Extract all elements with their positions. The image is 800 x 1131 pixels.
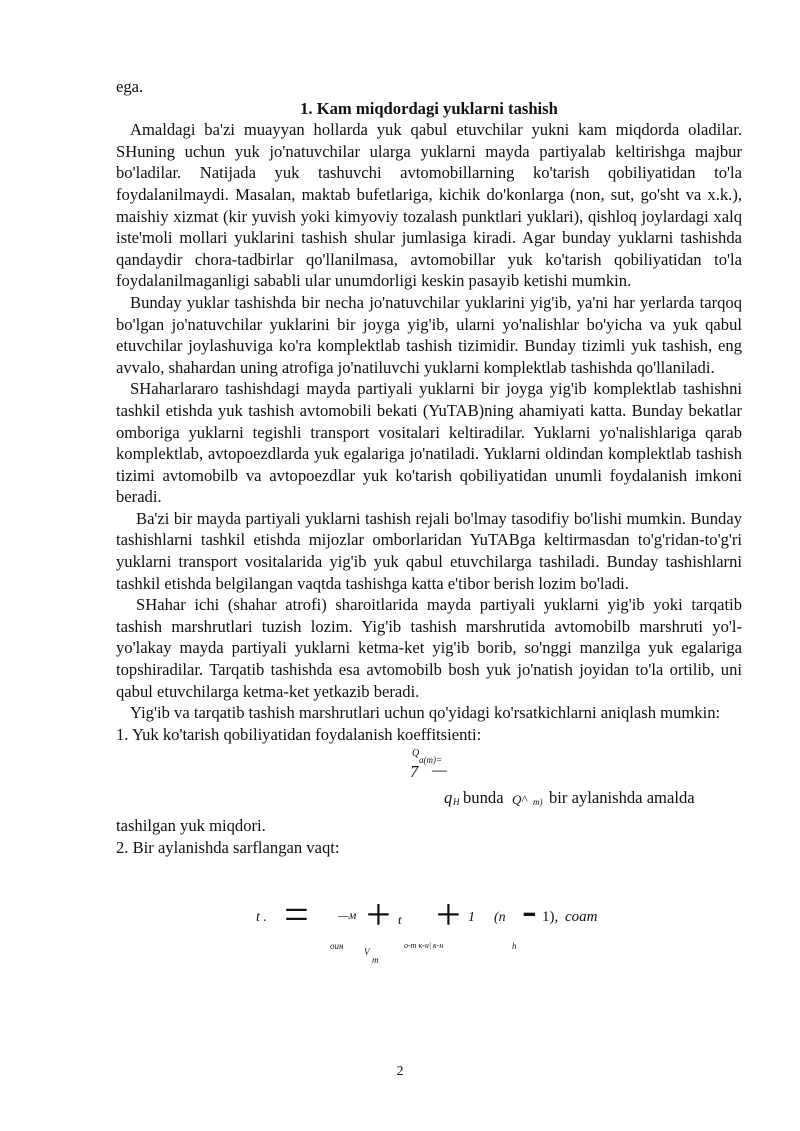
section-heading: 1. Kam miqdordagi yuklarni tashish xyxy=(300,98,558,118)
formula1-q-sub: a(m)= xyxy=(419,755,443,766)
document-page xyxy=(116,76,742,975)
paragraph-1: Amaldagi ba'zi muayyan hollarda yuk qabul etuvchilar yukni kam miqdorda oladilar. SHuning uchun yuk jo'natuvchilar ularga yuklarni mayda partiyalab keltirishga majbur bo'ladilar. Natijada yuk tashuvchi avtomobillarning ko'tarish qobiliyatidan to'la foydalanilmaydi. Masalan, maktab bufetlariga, kichik do'konlarga (non, sut, go'sht va x.k.), maishiy xizmat (kir yuvish yoki kimyoviy tozalash punktlari yuklari), qishloq joylardagi xalq iste'moli mollari yuklarini tashish shular jumlasiga kiradi. Agar bunday yuklarni tashishda qandaydir chora-tadbirlar qo'llanilmasa, avtomobillar yuk ko'tarish qobiliyatidan to'la foydalanilmaganligi sababli ular unumdorligi keskin pasayib ketishi mumkin. xyxy=(116,120,742,291)
list-item-2: 2. Bir aylanishda sarflangan vaqt: xyxy=(116,838,340,857)
formula2-plus-1: + xyxy=(366,889,391,939)
formula2-minus: - xyxy=(522,885,537,935)
formula2-one: 1 xyxy=(468,909,475,925)
paragraph-4: Ba'zi bir mayda partiyali yuklarni tashish rejali bo'lmay tasodifiy bo'lishi mumkin. Bunday tashishlarni tashkil etishda mijozlar omborlaridan YuTABga keltirmasdan to'g'ridan-to'g'ri yuklarni transport vositalarida yig'ib yuk qabul etuvchilarga tashiladi. Bunday tashishlarni tashkil etishda belgilangan vaqtda tashishga katta e'tibor berish lozim bo'ladi. xyxy=(116,508,742,593)
formula1-dash: — xyxy=(432,760,447,780)
formula1-q: Q xyxy=(412,748,420,760)
paragraph-5: SHahar ichi (shahar atrofi) sharoitlarida mayda partiyali yuklarni yig'ib yoki tarqatib tashish marshrutlari tuzish lozim. Yig'ib tashish marshrutida avtomobilb marshruti yo'l-yo'lakay mayda partiyali yuklarni ketma-ket yig'ib borib, so'nggi manzilga yuk egalariga topshiradilar. Tarqatib tashishda esa avtomobilb bosh yuk jo'natish joyidan to'la ortilib, uni qabul etuvchilarga ketma-ket yetkazib beradi. xyxy=(116,595,742,701)
formula1-bunda: bunda xyxy=(463,788,504,808)
formula1-q-symbol: Q^ xyxy=(512,792,527,808)
formula2-coam: coam xyxy=(565,908,598,925)
paragraph-3: SHaharlararo tashishdagi mayda partiyali yuklarni bir joyga yig'ib komplektlab tashishni tashkil etishda yuk tashish avtomobili bekati (YuTAB)ning ahamiyati katta. Bunday bekatlar omboriga yuklarni tegishli transport vositalari keltiradilar. Yuklarni yo'nalishlariga qarab komplektlab, avtopoezdlarda yuk egalariga jo'natiladi. Yuklarni oldindan komplektlab tashish tizimi avtomobilb va avtopoezdlar yuk ko'tarish qobiliyatidan unumli foydalanish imkoni beradi. xyxy=(116,379,742,507)
formula1-qh: q xyxy=(444,788,453,808)
formula2-sub-h: h xyxy=(512,940,517,951)
formula2-tail: 1), xyxy=(542,908,559,925)
paragraph-6: Yig'ib va tarqatib tashish marshrutlari uchun qo'yidagi ko'rsatkichlarni aniqlash mumkin: xyxy=(130,703,721,723)
list-item-1: 1. Yuk ko'tarish qobiliyatidan foydalanish koeffitsienti: xyxy=(116,724,482,744)
formula1-q-symbol-sub: m) xyxy=(533,797,543,808)
formula2-n: (n xyxy=(494,909,506,925)
formula2-equals: = xyxy=(284,889,309,939)
after-formula-1: tashilgan yuk miqdori. xyxy=(116,816,266,836)
formula2-sub-ke: o-m к-н| к-н xyxy=(404,940,444,950)
formula1-qh-sub: H xyxy=(453,797,460,808)
formula-trip-time xyxy=(116,859,742,975)
formula-load-coefficient xyxy=(116,745,742,815)
formula2-t: t . xyxy=(256,909,267,925)
formula2-sub-m: m xyxy=(372,954,379,965)
formula1-gamma: 7 xyxy=(410,762,419,782)
formula1-trail: bir aylanishda amalda xyxy=(549,788,695,808)
intro-fragment: ega. xyxy=(116,77,144,96)
paragraph-2: Bunday yuklar tashishda bir necha jo'natuvchilar yuklarini yig'ib, ya'ni har yerlarda tarqoq bo'lgan jo'natuvchilar yuklarini bir joyga yig'ib, ularni yo'nalishlar bo'yicha va yuk qabul etuvchilar joylashuviga ko'ra komplektlab tashish tizimidir. Bunday tizimli yuk tashish, eng avvalo, shahardan uning atrofiga jo'natiluvchi yuklarni komplektlab tashishda qo'llaniladi. xyxy=(116,292,742,377)
formula2-sub-v: V xyxy=(364,946,370,957)
formula2-t2: t xyxy=(398,911,402,927)
formula2-sub-oun: ouн xyxy=(330,940,344,951)
formula2-plus-2: + xyxy=(436,889,461,939)
formula2-m-fraction: —м xyxy=(338,907,357,922)
page-number: 2 xyxy=(396,1064,404,1079)
